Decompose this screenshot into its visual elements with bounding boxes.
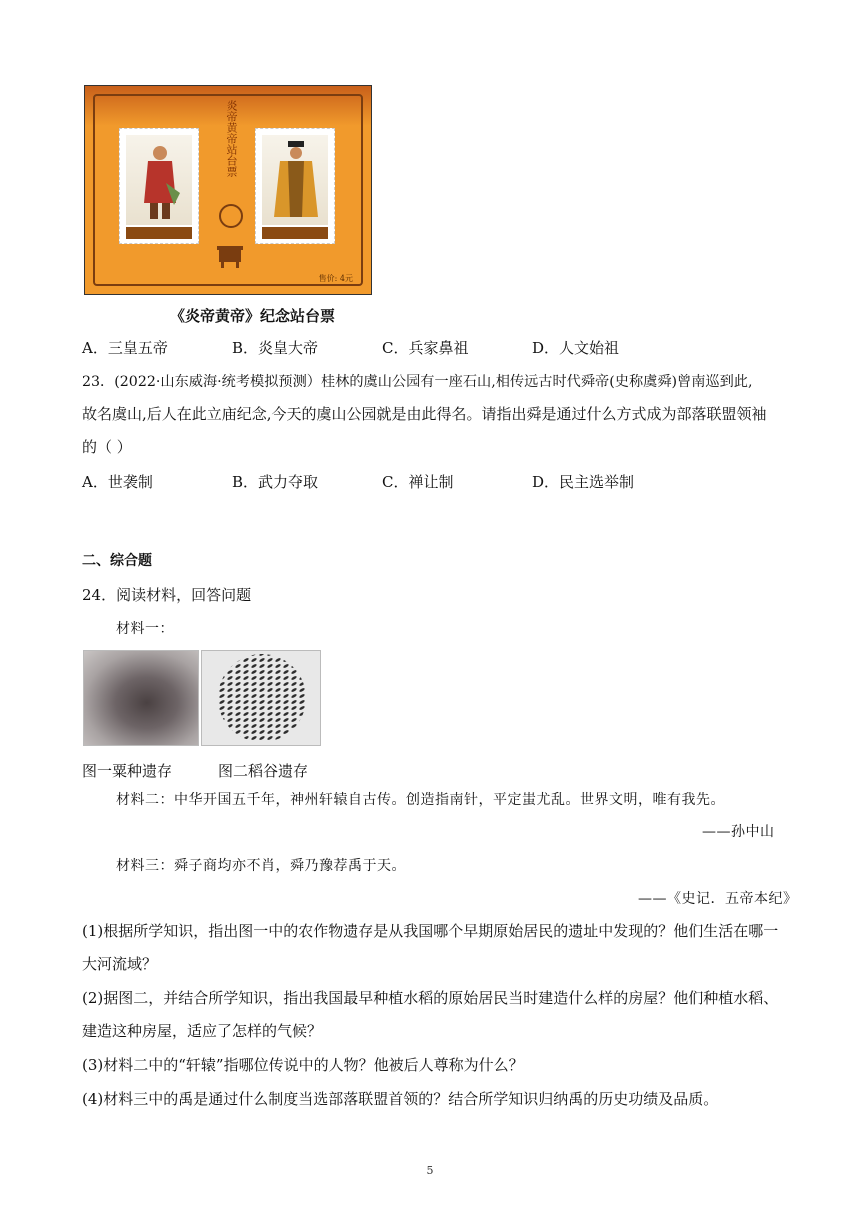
q22-option-d: D．人文始祖 bbox=[532, 339, 620, 357]
q23-stem-line2: 故名虞山,后人在此立庙纪念,今天的虞山公园就是由此得名。请指出舜是通过什么方式成为部落联盟领袖 bbox=[82, 405, 767, 423]
q23-option-a: A．世袭制 bbox=[82, 473, 153, 491]
rice-grains-image bbox=[202, 651, 320, 745]
material-3-source: ——《史记．五帝本纪》 bbox=[638, 891, 798, 907]
q23-stem-line1: 23．(2022·山东威海·统考模拟预测）桂林的虞山公园有一座石山,相传远古时代舜帝(史称虞舜)曾南巡到此, bbox=[82, 374, 753, 390]
material-3: 材料三：舜子商均亦不肖，舜乃豫荐禹于天。 bbox=[116, 858, 406, 874]
q23-option-c: C．禅让制 bbox=[382, 473, 454, 491]
question-1-line1: (1)根据所学知识，指出图一中的农作物遗存是从我国哪个早期原始居民的遗址中发现的？他们生活在哪一 bbox=[82, 922, 779, 940]
question-4: (4)材料三中的禹是通过什么制度当选部落联盟首领的？结合所学知识归纳禹的历史功绩及品质。 bbox=[82, 1090, 719, 1108]
page-number: 5 bbox=[426, 1164, 434, 1177]
figure-caption: 《炎帝黄帝》纪念站台票 bbox=[170, 307, 336, 325]
railway-logo-icon bbox=[219, 204, 243, 228]
stamp-huangdi bbox=[255, 128, 335, 244]
q23-option-b: B．武力夺取 bbox=[232, 473, 319, 491]
q22-option-c: C．兵家鼻祖 bbox=[382, 339, 469, 357]
yandi-figure-icon bbox=[140, 143, 180, 221]
millet-remains-photo bbox=[83, 650, 199, 746]
stamp-yandi bbox=[119, 128, 199, 244]
question-2-line2: 建造这种房屋，适应了怎样的气候？ bbox=[82, 1022, 323, 1040]
stamp-price: 售价: 4元 bbox=[318, 274, 353, 283]
q23-stem-line3: 的（ ） bbox=[82, 438, 132, 456]
material-1-label: 材料一： bbox=[116, 621, 174, 637]
rice-remains-photo bbox=[201, 650, 321, 746]
q24-title: 24．阅读材料，回答问题 bbox=[82, 586, 252, 604]
q23-option-d: D．民主选举制 bbox=[532, 473, 635, 491]
question-3: (3)材料二中的“轩辕”指哪位传说中的人物？他被后人尊称为什么？ bbox=[82, 1056, 524, 1074]
q22-option-a: A．三皇五帝 bbox=[82, 339, 168, 357]
huangdi-figure-icon bbox=[274, 141, 318, 221]
q22-option-b: B．炎皇大帝 bbox=[232, 339, 319, 357]
photo1-caption: 图一粟种遗存 bbox=[82, 762, 173, 780]
ding-vessel-icon bbox=[217, 246, 243, 268]
stamp-sheet-image bbox=[84, 85, 372, 295]
question-2-line1: (2)据图二，并结合所学知识，指出我国最早种植水稻的原始居民当时建造什么样的房屋？他们种植水稻、 bbox=[82, 989, 779, 1007]
material-2-source: ——孙中山 bbox=[702, 824, 775, 840]
section-heading: 二、综合题 bbox=[82, 553, 152, 569]
photo2-caption: 图二稻谷遗存 bbox=[218, 762, 309, 780]
question-1-line2: 大河流域？ bbox=[82, 955, 158, 973]
material-2: 材料二：中华开国五千年，神州轩辕自古传。创造指南针，平定蚩尤乱。世界文明，唯有我先。 bbox=[116, 792, 725, 808]
stamp-title: 炎帝黄帝站台票 bbox=[225, 100, 238, 177]
